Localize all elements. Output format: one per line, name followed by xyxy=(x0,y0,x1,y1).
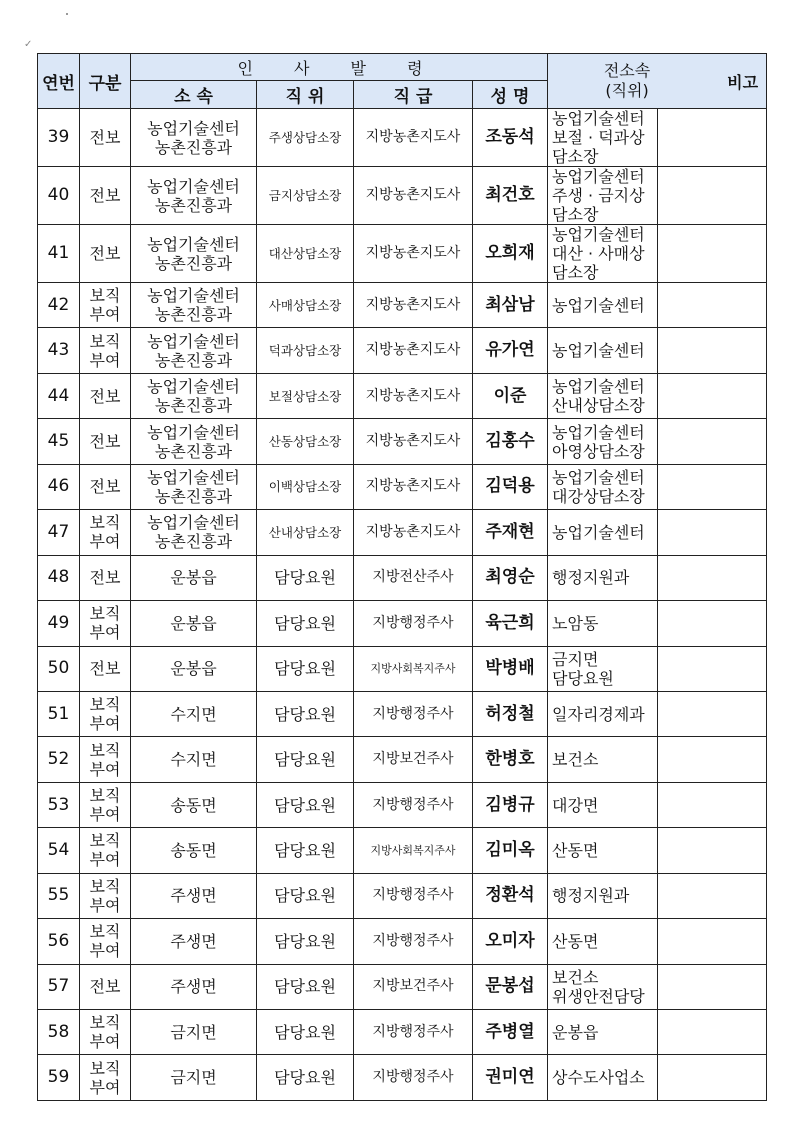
row-type-line: 보직 xyxy=(89,831,121,851)
row-type-line: 보직 xyxy=(89,1058,121,1078)
row-type-line: 부여 xyxy=(89,895,121,915)
header-position: 직 위 xyxy=(257,81,354,109)
row-prev-post-line: 농업기술센터 xyxy=(552,295,645,315)
row-position: 이백상담소장 xyxy=(257,464,354,509)
row-type xyxy=(80,328,131,373)
table-header xyxy=(38,54,767,109)
row-type xyxy=(80,419,131,464)
table-row xyxy=(38,167,767,225)
row-position: 담당요원 xyxy=(257,737,354,782)
row-unit xyxy=(131,225,257,283)
row-type-line: 전보 xyxy=(89,244,121,263)
row-note xyxy=(658,737,767,782)
row-type xyxy=(80,167,131,225)
row-type-line: 부여 xyxy=(89,941,121,961)
row-prev-post xyxy=(548,555,658,600)
row-type-line: 전보 xyxy=(89,186,121,205)
row-prev-post xyxy=(548,873,658,918)
row-type xyxy=(80,283,131,328)
row-unit-line: 농촌진흥과 xyxy=(154,486,233,506)
row-type-line: 부여 xyxy=(89,805,121,825)
row-unit-line: 농촌진흥과 xyxy=(154,195,233,215)
row-type-line: 보직 xyxy=(89,786,121,806)
table-body xyxy=(38,109,767,1101)
row-name: 김홍수 xyxy=(473,419,548,464)
row-rank: 지방행정주사 xyxy=(354,919,473,964)
row-number: 53 xyxy=(38,782,80,827)
row-type-line: 전보 xyxy=(89,477,121,497)
table-row xyxy=(38,828,767,873)
row-prev-post-line: 산동면 xyxy=(552,840,599,860)
row-rank: 지방보건주사 xyxy=(354,737,473,782)
row-rank: 지방행정주사 xyxy=(354,1055,473,1100)
header-note: 비고 xyxy=(727,73,759,92)
row-rank: 지방농촌지도사 xyxy=(354,109,473,167)
row-type xyxy=(80,737,131,782)
row-unit xyxy=(131,373,257,418)
row-type xyxy=(80,373,131,418)
row-unit xyxy=(131,691,257,736)
row-unit xyxy=(131,782,257,827)
row-prev-post xyxy=(548,109,658,167)
row-number: 46 xyxy=(38,464,80,509)
row-prev-post-line: 농업기술센터 xyxy=(552,522,645,542)
row-position: 담당요원 xyxy=(257,1055,354,1100)
row-unit xyxy=(131,1055,257,1100)
row-unit-line: 농촌진흥과 xyxy=(154,350,233,370)
table-row xyxy=(38,919,767,964)
row-position: 담당요원 xyxy=(257,873,354,918)
row-prev-post-line: 주생 · 금지상담소장 xyxy=(552,186,645,224)
row-unit-line: 농촌진흥과 xyxy=(154,441,233,461)
row-unit xyxy=(131,167,257,225)
row-unit xyxy=(131,919,257,964)
row-unit xyxy=(131,328,257,373)
row-prev-post-line: 대강면 xyxy=(552,795,599,815)
row-note xyxy=(658,964,767,1009)
row-name: 박병배 xyxy=(473,646,548,691)
row-prev-post xyxy=(548,225,658,283)
row-rank: 지방행정주사 xyxy=(354,691,473,736)
row-type xyxy=(80,782,131,827)
row-type xyxy=(80,109,131,167)
table-row xyxy=(38,737,767,782)
row-name: 주재현 xyxy=(473,510,548,555)
row-type-line: 보직 xyxy=(89,922,121,942)
row-prev-post xyxy=(548,167,658,225)
row-name: 조동석 xyxy=(473,109,548,167)
row-position: 담당요원 xyxy=(257,646,354,691)
row-unit-line: 농업기술센터 xyxy=(147,377,240,397)
row-unit xyxy=(131,1010,257,1055)
row-prev-post-line: 산내상담소장 xyxy=(552,396,645,416)
row-note xyxy=(658,1010,767,1055)
row-rank: 지방행정주사 xyxy=(354,873,473,918)
row-note xyxy=(658,283,767,328)
row-type xyxy=(80,828,131,873)
row-position: 담당요원 xyxy=(257,691,354,736)
row-type xyxy=(80,225,131,283)
row-unit xyxy=(131,828,257,873)
header-prev-line1: 전소속 xyxy=(603,61,651,80)
row-name: 이준 xyxy=(473,373,548,418)
row-prev-post-line: 운봉읍 xyxy=(552,1022,599,1042)
row-position: 보절상담소장 xyxy=(257,373,354,418)
row-number: 52 xyxy=(38,737,80,782)
row-prev-post xyxy=(548,601,658,646)
row-prev-post-line: 농업기술센터 xyxy=(552,225,645,244)
row-note xyxy=(658,555,767,600)
row-number: 47 xyxy=(38,510,80,555)
header-prev-line2: (직위) xyxy=(605,81,649,100)
row-prev-post xyxy=(548,964,658,1009)
header-rank: 직 급 xyxy=(354,81,473,109)
row-prev-post-line: 대강상담소장 xyxy=(552,486,645,506)
row-prev-post-line: 아영상담소장 xyxy=(552,441,645,461)
row-unit-line: 송동면 xyxy=(170,840,217,860)
row-prev-post-line: 농업기술센터 xyxy=(552,467,645,487)
row-number: 39 xyxy=(38,109,80,167)
header-appointment-group: 인 사 발 령 xyxy=(131,54,548,81)
row-unit-line: 운봉읍 xyxy=(170,613,217,633)
table-row xyxy=(38,283,767,328)
row-rank: 지방농촌지도사 xyxy=(354,464,473,509)
row-unit-line: 농업기술센터 xyxy=(147,422,240,442)
row-prev-post xyxy=(548,737,658,782)
row-unit-line: 송동면 xyxy=(170,795,217,815)
row-rank: 지방행정주사 xyxy=(354,601,473,646)
row-position: 담당요원 xyxy=(257,601,354,646)
row-type xyxy=(80,1010,131,1055)
row-type-line: 보직 xyxy=(89,604,121,624)
row-position: 산동상담소장 xyxy=(257,419,354,464)
row-rank: 지방행정주사 xyxy=(354,1010,473,1055)
scan-mark: ✓ xyxy=(24,39,33,50)
row-position: 담당요원 xyxy=(257,828,354,873)
row-prev-post-line: 담당요원 xyxy=(552,668,614,688)
row-name: 최영순 xyxy=(473,555,548,600)
row-prev-post xyxy=(548,373,658,418)
row-unit-line: 수지면 xyxy=(170,704,217,724)
row-note xyxy=(658,828,767,873)
row-unit-line: 농촌진흥과 xyxy=(154,137,233,157)
row-position: 대산상담소장 xyxy=(257,225,354,283)
row-unit-line: 농업기술센터 xyxy=(147,331,240,351)
table-row xyxy=(38,691,767,736)
row-type-line: 전보 xyxy=(89,128,121,147)
row-rank: 지방보건주사 xyxy=(354,964,473,1009)
row-type-line: 보직 xyxy=(89,695,121,715)
table-row xyxy=(38,601,767,646)
row-prev-post-line: 노암동 xyxy=(552,613,599,633)
row-rank: 지방농촌지도사 xyxy=(354,373,473,418)
row-rank: 지방사회복지주사 xyxy=(354,828,473,873)
row-position: 담당요원 xyxy=(257,555,354,600)
table-row xyxy=(38,109,767,167)
table-row xyxy=(38,225,767,283)
table-row xyxy=(38,964,767,1009)
row-name: 한병호 xyxy=(473,737,548,782)
table-row xyxy=(38,373,767,418)
row-number: 59 xyxy=(38,1055,80,1100)
row-prev-post-line: 상수도사업소 xyxy=(552,1068,645,1088)
row-unit-line: 농촌진흥과 xyxy=(154,396,233,416)
row-rank: 지방농촌지도사 xyxy=(354,225,473,283)
row-type-line: 부여 xyxy=(89,759,121,779)
row-name: 정환석 xyxy=(473,873,548,918)
row-number: 57 xyxy=(38,964,80,1009)
row-type-line: 부여 xyxy=(89,850,121,870)
row-number: 40 xyxy=(38,167,80,225)
header-name: 성 명 xyxy=(473,81,548,109)
row-prev-post-line: 농업기술센터 xyxy=(552,167,645,186)
row-type xyxy=(80,555,131,600)
row-type xyxy=(80,464,131,509)
row-type xyxy=(80,510,131,555)
row-unit-line: 농업기술센터 xyxy=(147,513,240,533)
row-unit-line: 주생면 xyxy=(170,886,217,906)
row-name: 오희재 xyxy=(473,225,548,283)
scan-speck xyxy=(66,13,68,15)
row-note xyxy=(658,782,767,827)
row-type-line: 전보 xyxy=(89,386,121,406)
row-type-line: 보직 xyxy=(89,286,121,306)
row-note xyxy=(658,691,767,736)
row-prev-post-line: 일자리경제과 xyxy=(552,704,645,724)
row-type-line: 부여 xyxy=(89,305,121,325)
row-name: 최건호 xyxy=(473,167,548,225)
row-unit-line: 농업기술센터 xyxy=(147,467,240,487)
row-unit xyxy=(131,510,257,555)
row-type xyxy=(80,691,131,736)
row-note xyxy=(658,464,767,509)
row-type xyxy=(80,919,131,964)
row-prev-post-line: 위생안전담당 xyxy=(552,986,645,1006)
row-type xyxy=(80,873,131,918)
row-rank: 지방전산주사 xyxy=(354,555,473,600)
row-prev-post xyxy=(548,419,658,464)
row-position: 담당요원 xyxy=(257,964,354,1009)
row-name: 김병규 xyxy=(473,782,548,827)
row-position: 주생상담소장 xyxy=(257,109,354,167)
row-unit xyxy=(131,646,257,691)
row-type-line: 부여 xyxy=(89,532,121,552)
row-type-line: 부여 xyxy=(89,1077,121,1097)
row-type-line: 전보 xyxy=(89,568,121,588)
row-prev-post-line: 행정지원과 xyxy=(552,886,630,906)
header-type: 구분 xyxy=(80,54,131,109)
row-type-line: 보직 xyxy=(89,513,121,533)
row-unit xyxy=(131,737,257,782)
row-note xyxy=(658,873,767,918)
row-prev-post xyxy=(548,828,658,873)
row-prev-post xyxy=(548,1010,658,1055)
row-rank: 지방농촌지도사 xyxy=(354,328,473,373)
row-prev-post-line: 대산 · 사매상담소장 xyxy=(552,244,645,282)
row-prev-post-line: 보건소 xyxy=(552,750,599,770)
row-type xyxy=(80,646,131,691)
row-unit-line: 농촌진흥과 xyxy=(154,305,233,325)
row-note xyxy=(658,646,767,691)
row-type xyxy=(80,1055,131,1100)
row-note xyxy=(658,109,767,167)
row-rank: 지방농촌지도사 xyxy=(354,510,473,555)
row-prev-post-line: 농업기술센터 xyxy=(552,341,645,361)
row-number: 44 xyxy=(38,373,80,418)
row-type-line: 전보 xyxy=(89,432,121,452)
row-unit xyxy=(131,464,257,509)
row-note xyxy=(658,919,767,964)
row-position: 사매상담소장 xyxy=(257,283,354,328)
row-unit xyxy=(131,419,257,464)
header-unit: 소 속 xyxy=(131,81,257,109)
row-name: 허정철 xyxy=(473,691,548,736)
row-rank: 지방행정주사 xyxy=(354,782,473,827)
row-note xyxy=(658,167,767,225)
row-unit-line: 농업기술센터 xyxy=(147,118,240,138)
row-note xyxy=(658,510,767,555)
row-position: 담당요원 xyxy=(257,782,354,827)
row-unit xyxy=(131,555,257,600)
row-number: 45 xyxy=(38,419,80,464)
row-number: 50 xyxy=(38,646,80,691)
row-name: 김덕용 xyxy=(473,464,548,509)
row-unit-line: 금지면 xyxy=(170,1068,217,1088)
row-name: 유가연 xyxy=(473,328,548,373)
row-rank: 지방농촌지도사 xyxy=(354,283,473,328)
table-row xyxy=(38,555,767,600)
row-number: 43 xyxy=(38,328,80,373)
row-unit xyxy=(131,964,257,1009)
row-prev-post-line: 농업기술센터 xyxy=(552,422,645,442)
row-note xyxy=(658,373,767,418)
table-row xyxy=(38,464,767,509)
row-number: 41 xyxy=(38,225,80,283)
row-prev-post xyxy=(548,782,658,827)
row-unit-line: 농업기술센터 xyxy=(147,176,240,196)
row-rank: 지방농촌지도사 xyxy=(354,167,473,225)
row-unit-line: 주생면 xyxy=(170,931,217,951)
personnel-table xyxy=(37,53,767,1101)
row-type xyxy=(80,964,131,1009)
row-type-line: 부여 xyxy=(89,714,121,734)
row-note xyxy=(658,601,767,646)
table-row xyxy=(38,328,767,373)
row-prev-post-line: 농업기술센터 xyxy=(552,109,645,128)
table-row xyxy=(38,873,767,918)
table-row xyxy=(38,646,767,691)
table-row xyxy=(38,782,767,827)
row-unit xyxy=(131,873,257,918)
row-unit-line: 농업기술센터 xyxy=(147,234,240,254)
row-name: 주병열 xyxy=(473,1010,548,1055)
row-note xyxy=(658,328,767,373)
row-number: 56 xyxy=(38,919,80,964)
header-no: 연번 xyxy=(38,54,80,109)
row-prev-post-line: 금지면 xyxy=(552,649,599,669)
row-prev-post xyxy=(548,646,658,691)
table-row xyxy=(38,419,767,464)
table-row xyxy=(38,1010,767,1055)
row-prev-post-line: 행정지원과 xyxy=(552,568,630,588)
row-type-line: 부여 xyxy=(89,350,121,370)
row-name: 권미연 xyxy=(473,1055,548,1100)
row-position: 담당요원 xyxy=(257,1010,354,1055)
row-type xyxy=(80,601,131,646)
row-unit-line: 농촌진흥과 xyxy=(154,253,233,273)
row-prev-post-line: 산동면 xyxy=(552,931,599,951)
table-row xyxy=(38,510,767,555)
row-position: 담당요원 xyxy=(257,919,354,964)
row-prev-post xyxy=(548,283,658,328)
row-unit-line: 운봉읍 xyxy=(170,568,217,588)
row-number: 54 xyxy=(38,828,80,873)
row-unit xyxy=(131,283,257,328)
row-unit-line: 농촌진흥과 xyxy=(154,532,233,552)
row-prev-post xyxy=(548,919,658,964)
row-number: 48 xyxy=(38,555,80,600)
row-name: 김미옥 xyxy=(473,828,548,873)
row-rank: 지방농촌지도사 xyxy=(354,419,473,464)
row-type-line: 보직 xyxy=(89,1013,121,1033)
row-name: 오미자 xyxy=(473,919,548,964)
row-number: 55 xyxy=(38,873,80,918)
row-type-line: 전보 xyxy=(89,659,121,679)
row-rank: 지방사회복지주사 xyxy=(354,646,473,691)
row-position: 덕과상담소장 xyxy=(257,328,354,373)
row-name: 육근희 xyxy=(473,601,548,646)
row-note xyxy=(658,225,767,283)
row-type-line: 전보 xyxy=(89,977,121,997)
row-name: 문봉섭 xyxy=(473,964,548,1009)
header-prev-note xyxy=(548,54,767,109)
row-number: 49 xyxy=(38,601,80,646)
row-prev-post xyxy=(548,691,658,736)
row-unit-line: 농업기술센터 xyxy=(147,286,240,306)
row-note xyxy=(658,419,767,464)
table-row xyxy=(38,1055,767,1100)
row-prev-post xyxy=(548,328,658,373)
row-unit-line: 금지면 xyxy=(170,1022,217,1042)
row-type-line: 보직 xyxy=(89,331,121,351)
row-number: 51 xyxy=(38,691,80,736)
row-position: 산내상담소장 xyxy=(257,510,354,555)
row-prev-post xyxy=(548,464,658,509)
row-type-line: 보직 xyxy=(89,876,121,896)
row-unit xyxy=(131,601,257,646)
row-note xyxy=(658,1055,767,1100)
row-unit-line: 운봉읍 xyxy=(170,659,217,679)
row-position: 금지상담소장 xyxy=(257,167,354,225)
row-prev-post xyxy=(548,510,658,555)
row-unit-line: 주생면 xyxy=(170,977,217,997)
row-prev-post-line: 보건소 xyxy=(552,967,599,987)
row-type-line: 부여 xyxy=(89,623,121,643)
row-type-line: 보직 xyxy=(89,740,121,760)
row-name: 최삼남 xyxy=(473,283,548,328)
row-unit xyxy=(131,109,257,167)
row-number: 58 xyxy=(38,1010,80,1055)
row-unit-line: 수지면 xyxy=(170,750,217,770)
row-prev-post xyxy=(548,1055,658,1100)
row-type-line: 부여 xyxy=(89,1032,121,1052)
row-number: 42 xyxy=(38,283,80,328)
row-prev-post-line: 농업기술센터 xyxy=(552,377,645,397)
row-prev-post-line: 보절 · 덕과상담소장 xyxy=(552,128,645,166)
